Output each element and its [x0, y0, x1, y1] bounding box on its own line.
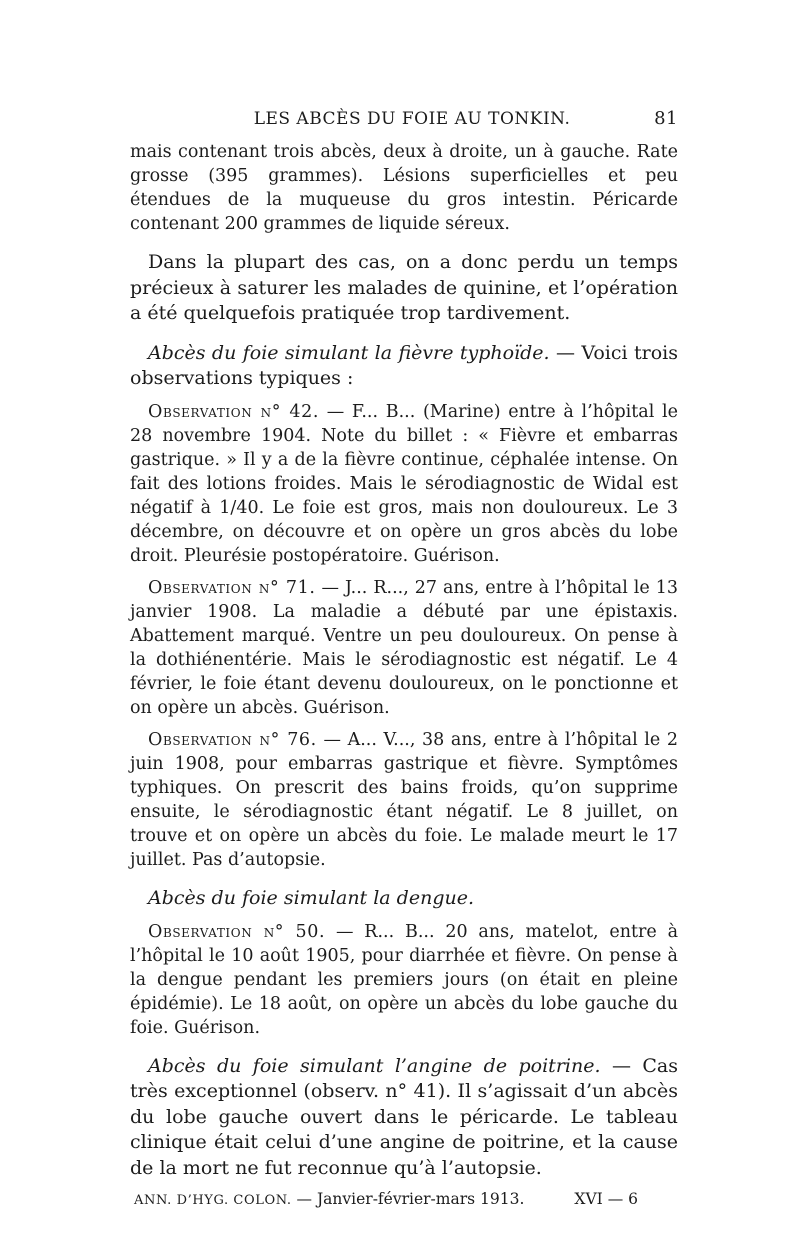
observation-label: Observation n° 71.	[148, 577, 316, 598]
section-heading: Abcès du foie simulant la fièvre typhoïde.	[148, 341, 550, 364]
page-number: 81	[654, 108, 678, 129]
section-dengue	[130, 886, 678, 912]
observation-text: — F... B... (Marine) entre à l’hôpital le 28 novembre 1904. Note du billet : « Fièvre et embarras gastrique. » Il y a de la fièvre continue, céphalée intense. On fait des lotions froides. Mais le sérodiagnostic de Widal est négatif à 1/40. Le foie est gros, mais non douloureux. Le 3 décembre, on découvre et on opère un gros abcès du lobe droit. Pleurésie postopératoire. Guérison.	[130, 401, 678, 566]
section-typhoide	[130, 341, 678, 392]
journal-name: ANN. D’HYG. COLON.	[134, 1193, 292, 1208]
section-angine	[130, 1054, 678, 1182]
observation-71	[130, 576, 678, 720]
observation-76	[130, 728, 678, 872]
paragraph-text: Dans la plupart des cas, on a donc perdu un temps précieux à saturer les malades de quinine, et l’opération a été quelquefois pratiquée trop tardivement.	[130, 251, 678, 325]
section-text: — Cas très exceptionnel (observ. n° 41). Il s’agissait d’un abcès du lobe gauche ouvert dans le péricarde. Le tableau clinique était celui d’une angine de poitrine, et la cause de la mort ne fut reconnue qu’à l’autopsie.	[130, 1054, 678, 1179]
running-title: LES ABCÈS DU FOIE AU TONKIN.	[253, 109, 571, 129]
observation-42	[130, 400, 678, 568]
document-page	[130, 108, 678, 1208]
section-heading: Abcès du foie simulant la dengue.	[148, 886, 474, 909]
journal-date: — Janvier-février-mars 1913.	[291, 1190, 525, 1208]
observation-text: — J... R..., 27 ans, entre à l’hôpital le 13 janvier 1908. La maladie a débuté par une épistaxis. Abattement marqué. Ventre un peu douloureux. On pense à la dothiénentérie. Mais le sérodiagnostic est négatif. Le 4 février, le foie étant devenu douloureux, on le ponctionne et on opère un abcès. Guérison.	[130, 577, 679, 718]
signature-mark: XVI — 6	[574, 1190, 638, 1208]
observation-text: — A... V..., 38 ans, entre à l’hôpital le 2 juin 1908, pour embarras gastrique et fièvre. Symptômes typhiques. On prescrit des bains froids, qu’on supprime ensuite, le sérodiagnostic étant négatif. Le 8 juillet, on trouve et on opère un abcès du foie. Le malade meurt le 17 juillet. Pas d’autopsie.	[130, 729, 679, 870]
observation-label: Observation n° 76.	[148, 729, 317, 750]
observation-text: — R... B... 20 ans, matelot, entre à l’hôpital le 10 août 1905, pour diarrhée et fièvre. On pense à la dengue pendant les premiers jours (on était en pleine épidémie). Le 18 août, on opère un abcès du lobe gauche du foie. Guérison.	[130, 921, 679, 1038]
observation-label: Observation n° 42.	[148, 401, 319, 422]
section-heading: Abcès du foie simulant l’angine de poitrine.	[148, 1054, 601, 1077]
paragraph-quinine	[130, 250, 678, 327]
running-head	[130, 108, 678, 140]
journal-citation	[130, 1190, 524, 1208]
section-text: — Voici trois observations typiques :	[130, 341, 678, 390]
observation-50	[130, 920, 678, 1040]
page-footer	[130, 1190, 678, 1208]
paragraph-text: mais contenant trois abcès, deux à droite, un à gauche. Rate grosse (395 grammes). Lésions superficielles et peu étendues de la muqueuse du gros intestin. Péricarde contenant 200 grammes de liquide séreux.	[130, 142, 678, 234]
observation-label: Observation n° 50.	[148, 921, 326, 942]
paragraph-continuation	[130, 140, 678, 236]
